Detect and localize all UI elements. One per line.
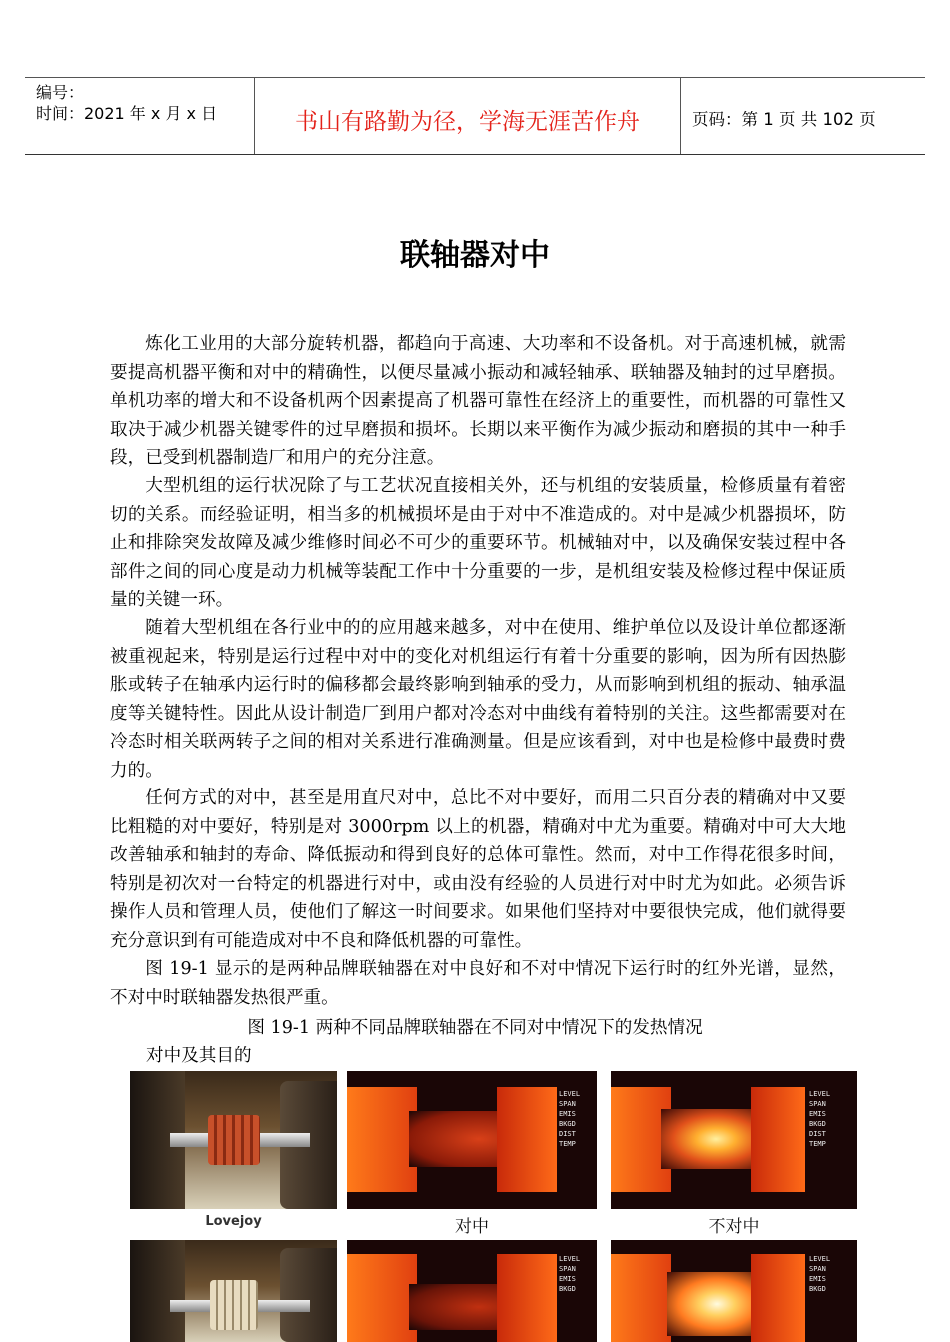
header-bottom-rule	[25, 154, 925, 155]
header-divider	[680, 77, 681, 155]
section-heading: 对中及其目的	[146, 1046, 252, 1066]
thermal-image-aligned: LEVEL SPAN EMIS BKGD DIST TEMP	[347, 1071, 597, 1209]
page-info: 页码：第 1 页 共 102 页	[692, 110, 876, 129]
body-paragraph: 大型机组的运行状况除了与工艺状况直接相关外，还与机组的安装质量，检修质量有着密切的关系。而经验证明，相当多的机械损坏是由于对中不准造成的。对中是减少机器损坏，防止和排除突发故障及减少维修时间必不可少的重要环节。机械轴对中，以及确保安装过程中各部件之间的同心度是动力机械等装配工作中十分重要的一步，是机组安装及检修过程中保证质量的关键一环。	[110, 476, 846, 610]
coupling-photo	[130, 1240, 337, 1342]
thermal-figure	[127, 1068, 857, 1342]
body-paragraph: 任何方式的对中，甚至是用直尺对中，总比不对中要好，而用二只百分表的精确对中又要比粗糙的对中要好，特别是对 3000rpm 以上的机器，精确对中尤为重要。精确对中可大大地改善轴承和轴封的寿命、降低振动和得到良好的总体可靠性。然而，对中工作得花很多时间，特别是初次对一台特定的机器进行对中，或由没有经验的人员进行对中时尤为如此。必须告诉操作人员和管理人员，使他们了解这一时间要求。如果他们坚持对中要很快完成，他们就得要充分意识到有可能造成对中不良和降低机器的可靠性。	[110, 788, 846, 951]
document-time-label: 时间：2021 年 x 月 x 日	[36, 104, 218, 123]
brand-label: Lovejoy	[205, 1214, 262, 1229]
body-paragraph: 随着大型机组在各行业中的的应用越来越多，对中在使用、维护单位以及设计单位都逐渐被重视起来，特别是运行过程中对中的变化对机组运行有着十分重要的影响，因为所有因热膨胀或转子在轴承内运行时的偏移都会最终影响到轴承的受力，从而影响到机组的振动、轴承温度等关键特性。因此从设计制造厂到用户都对冷态对中曲线有着特别的关注。这些都需要对在冷态时相关联两转子之间的相对关系进行准确测量。但是应该看到，对中也是检修中最费时费力的。	[110, 618, 846, 781]
thermal-image-misaligned: LEVEL SPAN EMIS BKGD	[611, 1240, 857, 1342]
coupling-photo	[130, 1071, 337, 1209]
document-number-label: 编号：	[36, 83, 85, 102]
body-paragraph: 图 19-1 显示的是两种品牌联轴器在对中良好和不对中情况下运行时的红外光谱，显然，不对中时联轴器发热很严重。	[110, 959, 846, 1008]
header-motto: 书山有路勤为径，学海无涯苦作舟	[295, 109, 640, 135]
body-paragraph: 炼化工业用的大部分旋转机器，都趋向于高速、大功率和不设备机。对于高速机械，就需要提高机器平衡和对中的精确性，以便尽量减小振动和减轻轴承、联轴器及轴封的过早磨损。单机功率的增大和不设备机两个因素提高了机器可靠性在经济上的重要性，而机器的可靠性又取决于减少机器关键零件的过早磨损和损坏。长期以来平衡作为减少振动和磨损的其中一种手段，已受到机器制造厂和用户的充分注意。	[110, 334, 846, 468]
figure-caption: 图 19-1 两种不同品牌联轴器在不同对中情况下的发热情况	[247, 1018, 703, 1038]
document-title: 联轴器对中	[400, 238, 550, 273]
header-top-rule	[25, 77, 925, 78]
header-meta	[36, 82, 217, 124]
thermal-image-misaligned: LEVEL SPAN EMIS BKGD DIST TEMP	[611, 1071, 857, 1209]
aligned-label: 对中	[455, 1217, 489, 1237]
misaligned-label: 不对中	[708, 1217, 760, 1237]
thermal-image-aligned: LEVEL SPAN EMIS BKGD	[347, 1240, 597, 1342]
